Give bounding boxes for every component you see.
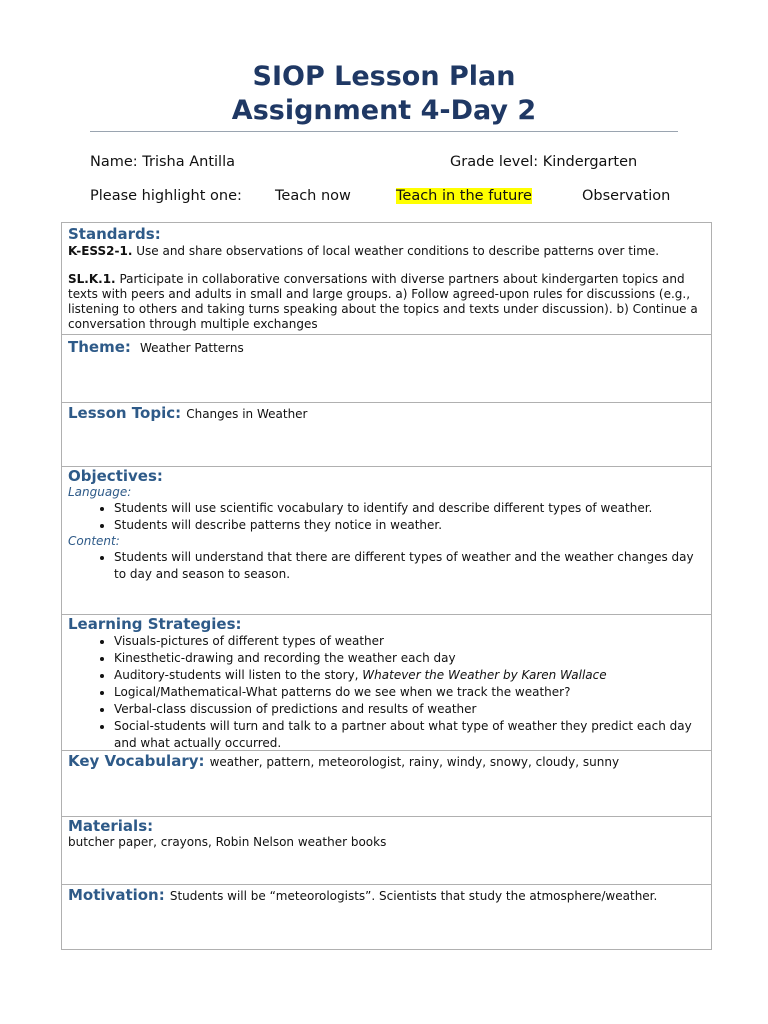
- content-objectives-list: [68, 549, 705, 583]
- standards-heading: Standards:: [68, 225, 161, 243]
- story-title: Whatever the Weather by Karen Wallace: [362, 668, 607, 682]
- standard-1-code: K-ESS2-1.: [68, 244, 133, 258]
- standard-2: [68, 272, 705, 332]
- motivation-heading: Motivation:: [68, 886, 165, 904]
- motivation-value: Students will be “meteorologists”. Scientists that study the atmosphere/weather.: [169, 889, 658, 903]
- content-label: Content:: [68, 534, 120, 548]
- materials-section: [62, 816, 711, 884]
- lesson-plan-table: [61, 222, 712, 950]
- objectives-heading: Objectives:: [68, 467, 163, 485]
- theme-value: Weather Patterns: [139, 341, 244, 355]
- language-label: Language:: [68, 485, 132, 499]
- grade-level-field: Grade level: Kindergarten: [450, 154, 638, 170]
- standard-1-text: Use and share observations of local weather conditions to describe patterns over time.: [132, 244, 660, 258]
- list-item: • Verbal-class discussion of predictions and results of weather: [114, 701, 705, 718]
- theme-heading: Theme:: [68, 338, 131, 356]
- list-item: • Visuals-pictures of different types of weather: [114, 633, 705, 650]
- learning-strategies-section: [62, 614, 711, 750]
- lesson-topic-value: Changes in Weather: [186, 407, 308, 421]
- key-vocabulary-value: weather, pattern, meteorologist, rainy, windy, snowy, cloudy, sunny: [209, 755, 620, 769]
- list-item: • Logical/Mathematical-What patterns do we see when we track the weather?: [114, 684, 705, 701]
- standard-2-code: SL.K.1.: [68, 272, 116, 286]
- title-divider: [90, 131, 678, 132]
- list-item: • Students will describe patterns they notice in weather.: [114, 517, 705, 534]
- highlight-prompt: Please highlight one:: [90, 188, 242, 204]
- learning-strategies-heading: Learning Strategies:: [68, 615, 242, 633]
- lesson-topic-heading: Lesson Topic:: [68, 404, 182, 422]
- option-observation: Observation: [582, 188, 671, 204]
- objectives-section: [62, 466, 711, 614]
- page-title-line1: SIOP Lesson Plan: [252, 61, 516, 92]
- list-item: [114, 667, 705, 684]
- language-objectives-list: [68, 500, 705, 534]
- strategy-text: Auditory-students will listen to the story,: [114, 668, 363, 682]
- standard-2-text: Participate in collaborative conversations with diverse partners about kindergarten topics and texts with peers and adults in small and large groups. a) Follow agreed-upon rules for discussions (e.g., listening to others and taking turns speaking about the topics and texts under discussion). b) Continue a conversation through multiple exchanges: [68, 272, 698, 331]
- list-item: • Kinesthetic-drawing and recording the weather each day: [114, 650, 705, 667]
- option-teach-in-future: Teach in the future: [396, 188, 532, 204]
- list-item: • Students will understand that there are different types of weather and the weather changes day to day and season to season.: [114, 549, 705, 583]
- list-item: • Social-students will turn and talk to a partner about what type of weather they predict each day and what actually occurred.: [114, 718, 705, 752]
- standards-section: [62, 223, 711, 334]
- option-teach-now: Teach now: [275, 188, 351, 204]
- lesson-topic-section: [62, 402, 711, 466]
- key-vocabulary-heading: Key Vocabulary:: [68, 752, 205, 770]
- list-item: • Students will use scientific vocabulary to identify and describe different types of weather.: [114, 500, 705, 517]
- materials-heading: Materials:: [68, 817, 154, 835]
- materials-value: butcher paper, crayons, Robin Nelson weather books: [68, 835, 387, 849]
- theme-section: [62, 334, 711, 402]
- key-vocabulary-section: [62, 750, 711, 816]
- page-title-line2: Assignment 4-Day 2: [231, 95, 537, 126]
- name-field: Name: Trisha Antilla: [90, 154, 235, 170]
- learning-strategies-list: [68, 633, 705, 752]
- standard-1: [68, 244, 705, 259]
- motivation-section: [62, 884, 711, 949]
